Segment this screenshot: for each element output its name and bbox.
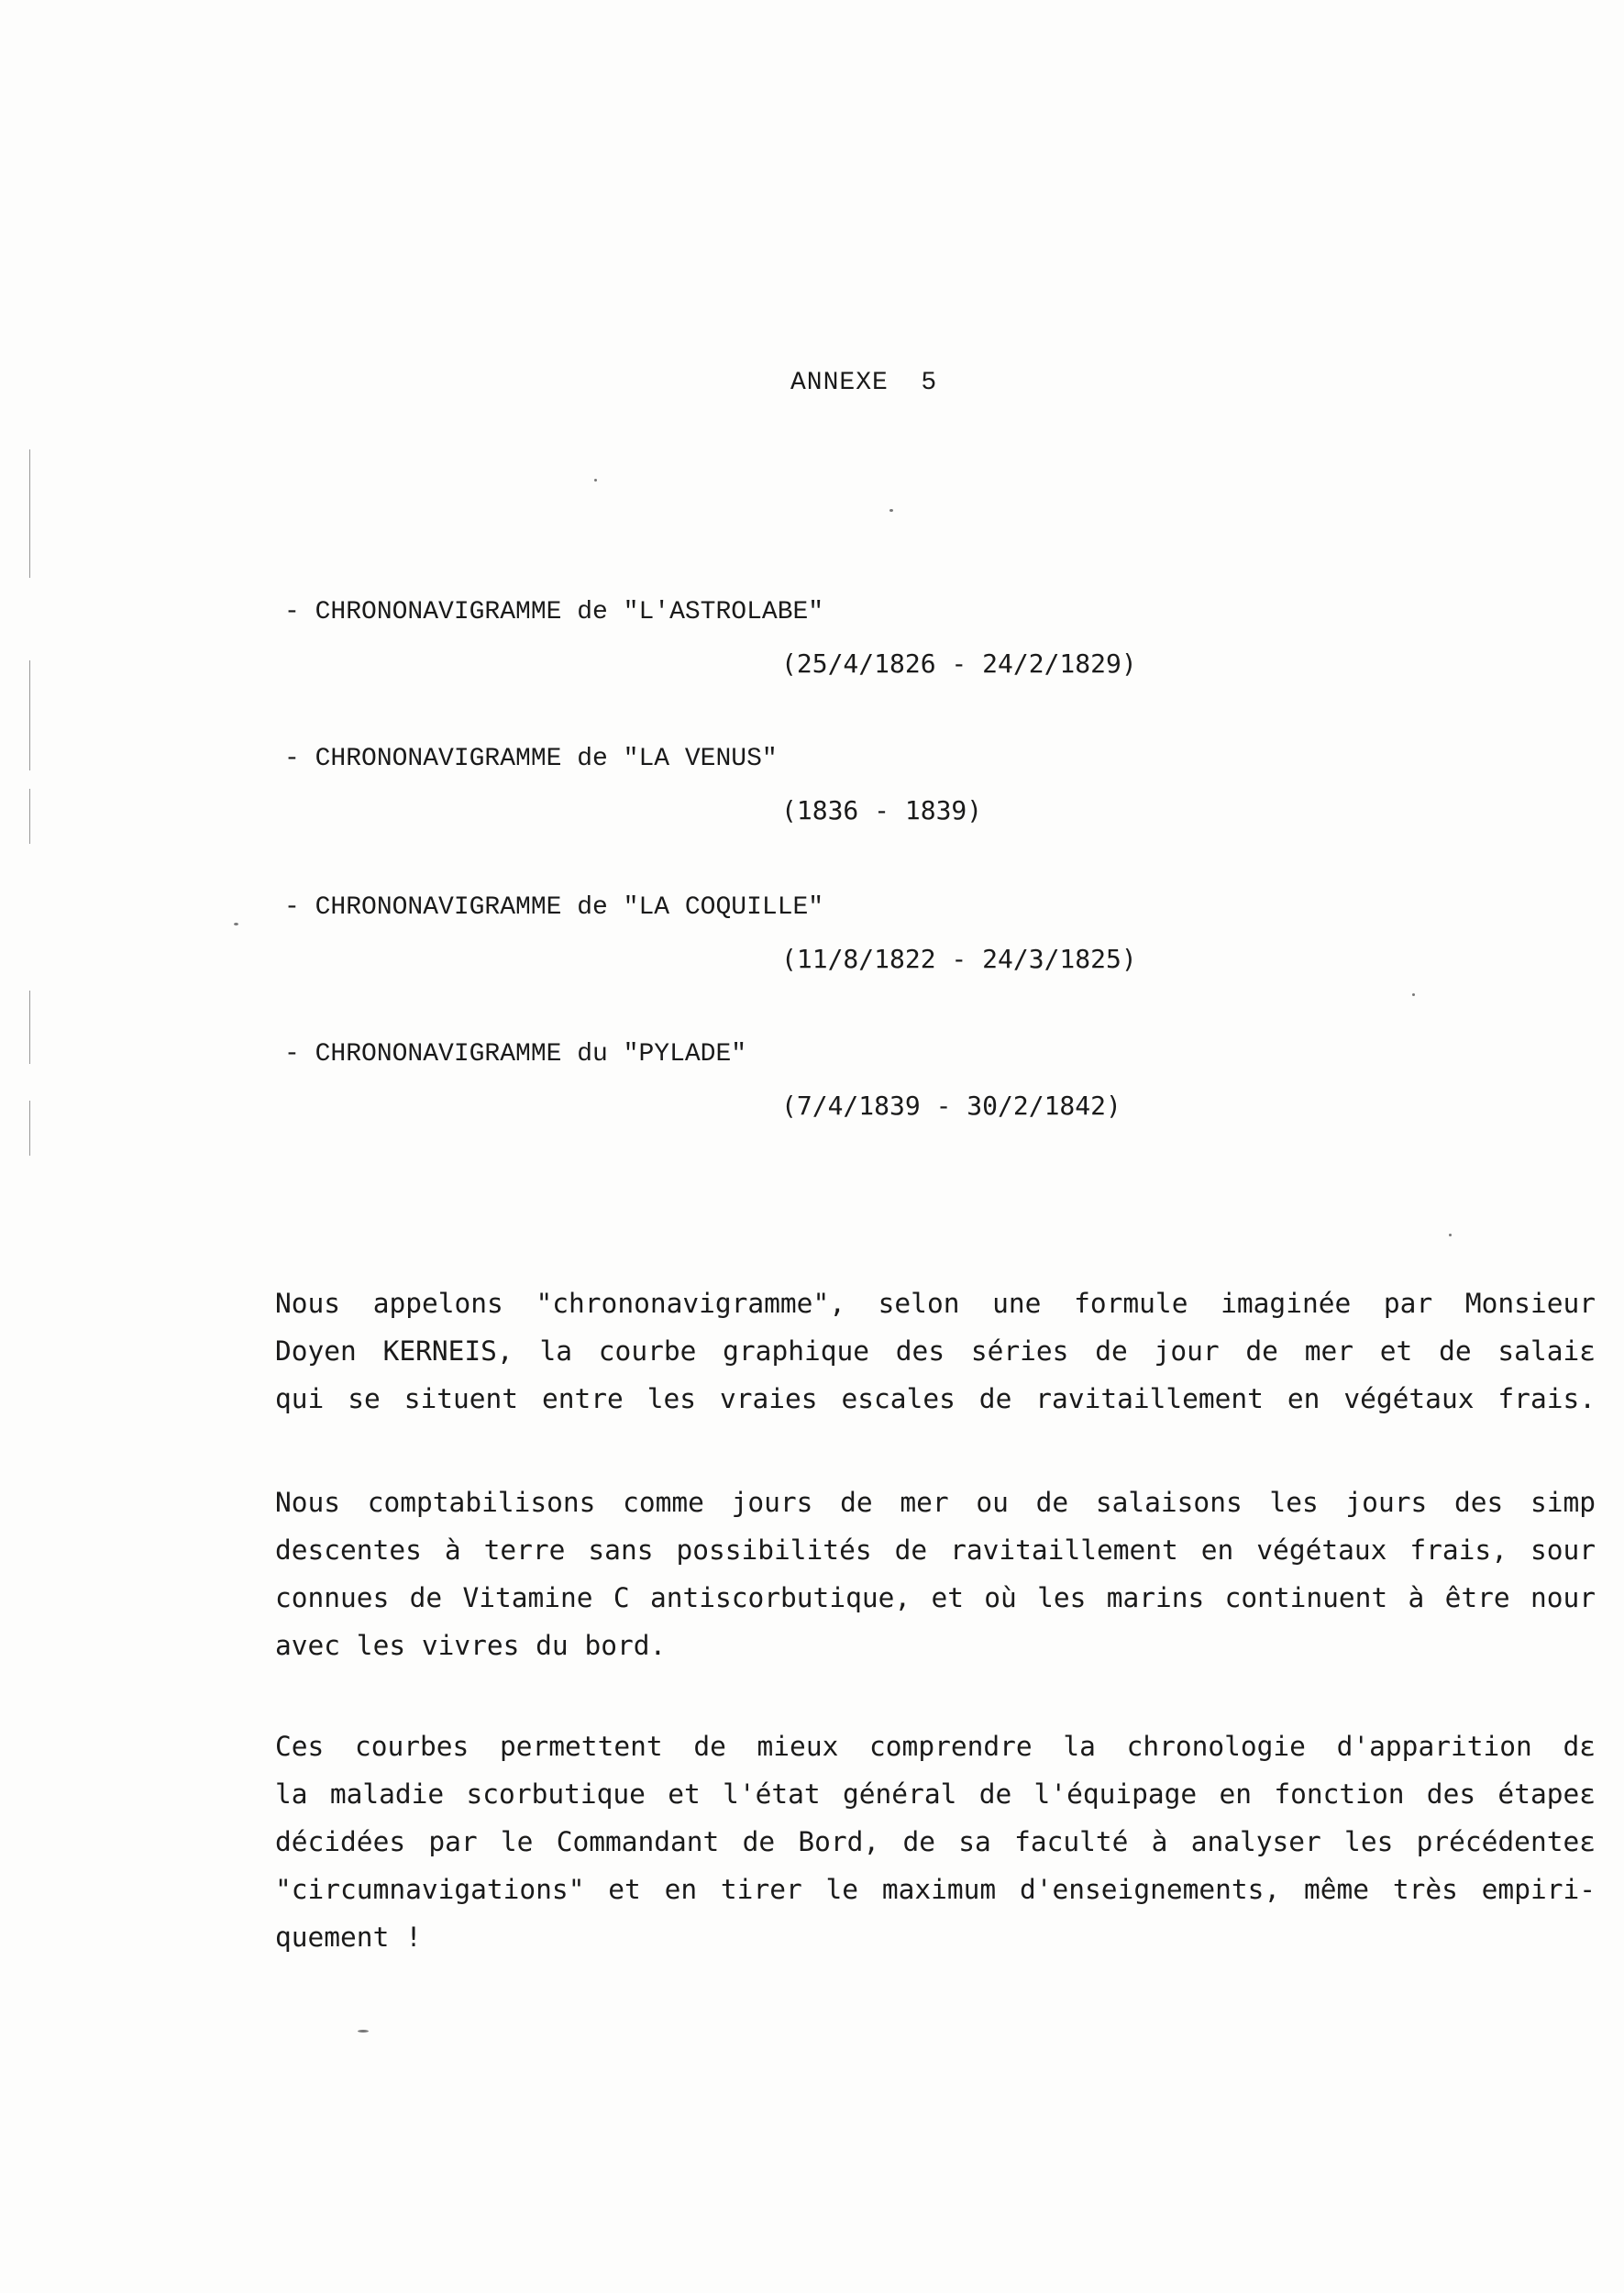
- scan-speck: [594, 479, 597, 482]
- chrononavigramme-entry: [284, 890, 1385, 978]
- entry-dates: (11/8/1822 - 24/3/1825): [781, 944, 1137, 974]
- scan-speck: [1449, 1234, 1452, 1236]
- chrononavigramme-entry: [284, 1036, 1385, 1124]
- entry-dates: (1836 - 1839): [781, 795, 983, 825]
- entry-dates: (7/4/1839 - 30/2/1842): [781, 1091, 1121, 1121]
- chrononavigramme-entry: [284, 594, 1385, 682]
- paragraph-line: Ces courbes permettent de mieux comprendre la chronologie d'apparition dε: [275, 1731, 1596, 1762]
- body-paragraph: [275, 1723, 1596, 1961]
- scan-speck: [1412, 993, 1415, 996]
- scan-margin-mark: [29, 789, 30, 844]
- annex-heading: ANNEXE 5: [790, 369, 938, 397]
- scan-margin-mark: [29, 660, 30, 770]
- paragraph-line: connues de Vitamine C antiscorbutique, et où les marins continuent à être nour: [275, 1582, 1596, 1613]
- entry-title: - CHRONONAVIGRAMME de "L'ASTROLABE": [284, 598, 824, 626]
- paragraph-line: descentes à terre sans possibilités de ravitaillement en végétaux frais, sour: [275, 1534, 1596, 1566]
- scan-margin-mark: [29, 991, 30, 1064]
- entry-dates: (25/4/1826 - 24/2/1829): [781, 648, 1137, 679]
- chrononavigramme-entry: [284, 741, 1385, 829]
- entry-title: - CHRONONAVIGRAMME du "PYLADE": [284, 1040, 747, 1069]
- paragraph-line: la maladie scorbutique et l'état général de l'équipage en fonction des étapeε: [275, 1778, 1596, 1810]
- paragraph-line: Doyen KERNEIS, la courbe graphique des séries de jour de mer et de salaiε: [275, 1335, 1596, 1367]
- scan-margin-mark: [29, 1101, 30, 1156]
- body-paragraph: [275, 1479, 1596, 1669]
- paragraph-line: avec les vivres du bord.: [275, 1630, 667, 1661]
- paragraph-line: décidées par le Commandant de Bord, de sa faculté à analyser les précédenteε: [275, 1826, 1596, 1857]
- paragraph-line: Nous appelons "chrononavigramme", selon une formule imaginée par Monsieur: [275, 1288, 1596, 1319]
- scan-speck: [358, 2030, 369, 2033]
- scan-speck: [234, 923, 238, 925]
- scan-speck: [889, 509, 893, 512]
- entry-title: - CHRONONAVIGRAMME de "LA VENUS": [284, 745, 778, 773]
- paragraph-line: qui se situent entre les vraies escales de ravitaillement en végétaux frais.: [275, 1383, 1596, 1414]
- body-paragraph: [275, 1279, 1596, 1423]
- scan-margin-mark: [29, 449, 30, 578]
- paragraph-line: Nous comptabilisons comme jours de mer ou de salaisons les jours des simp: [275, 1487, 1596, 1518]
- entry-title: - CHRONONAVIGRAMME de "LA COQUILLE": [284, 893, 824, 922]
- paragraph-line: quement !: [275, 1922, 422, 1953]
- paragraph-line: "circumnavigations" et en tirer le maximum d'enseignements, même très empiri-: [275, 1874, 1596, 1905]
